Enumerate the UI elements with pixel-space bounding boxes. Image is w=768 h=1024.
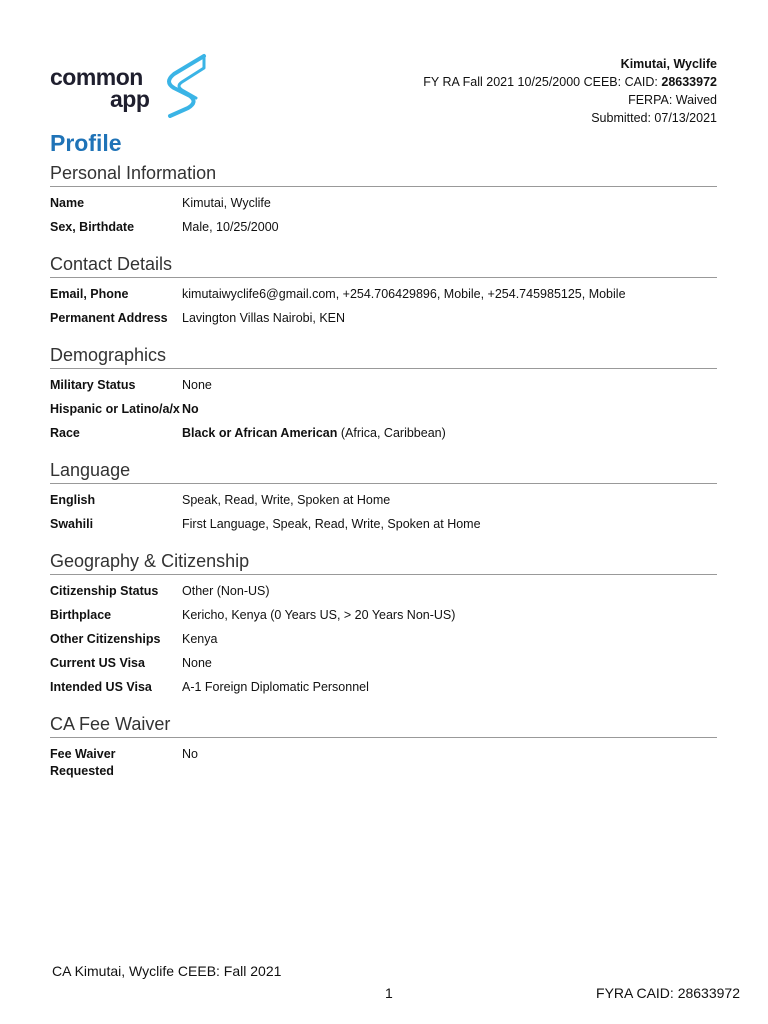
field-value-emphasis: Black or African American xyxy=(182,426,338,440)
field-label: Race xyxy=(50,426,80,440)
field-value xyxy=(182,583,717,600)
logo-mark-icon xyxy=(160,52,210,118)
field-row xyxy=(50,516,717,533)
section-heading: Personal Information xyxy=(50,162,717,187)
field-label: Hispanic or Latino/a/x xyxy=(50,402,180,416)
section-heading: CA Fee Waiver xyxy=(50,713,717,738)
field-value xyxy=(182,310,717,327)
field-value-text: A-1 Foreign Diplomatic Personnel xyxy=(182,680,369,694)
field-value-emphasis: No xyxy=(182,402,199,416)
field-value-text: Kenya xyxy=(182,632,218,646)
field-row xyxy=(50,219,717,236)
page-title: Profile xyxy=(50,130,122,156)
field-row xyxy=(50,583,717,600)
footer-caid: FYRA CAID: 28633972 xyxy=(596,985,740,1001)
field-row xyxy=(50,631,717,648)
caid-value: 28633972 xyxy=(661,75,717,89)
section-heading: Language xyxy=(50,459,717,484)
field-label: Citizenship Status xyxy=(50,584,159,598)
field-row xyxy=(50,492,717,509)
section-geography-citizenship xyxy=(50,550,717,696)
applicant-name: Kimutai, Wyclife xyxy=(620,57,717,71)
submitted-date: Submitted: 07/13/2021 xyxy=(591,111,717,125)
field-row xyxy=(50,286,717,303)
common-app-logo xyxy=(50,52,210,118)
field-value xyxy=(182,401,717,418)
field-value xyxy=(182,746,717,780)
field-value xyxy=(182,219,717,236)
profile-content xyxy=(50,162,717,797)
application-line: FY RA Fall 2021 10/25/2000 CEEB: CAID: xyxy=(423,75,662,89)
field-row xyxy=(50,655,717,672)
field-value-text: First Language, Speak, Read, Write, Spoken at Home xyxy=(182,517,481,531)
section-heading: Demographics xyxy=(50,344,717,369)
field-value xyxy=(182,655,717,672)
section-demographics xyxy=(50,344,717,442)
field-row xyxy=(50,195,717,212)
field-value-text: Speak, Read, Write, Spoken at Home xyxy=(182,493,391,507)
applicant-header xyxy=(423,55,717,127)
field-label: Sex, Birthdate xyxy=(50,220,135,234)
field-value-text: No xyxy=(182,747,198,761)
field-value-text: None xyxy=(182,656,212,670)
field-value xyxy=(182,631,717,648)
field-value xyxy=(182,516,717,533)
field-label: Military Status xyxy=(50,378,136,392)
field-value-text: Lavington Villas Nairobi, KEN xyxy=(182,311,346,325)
field-value xyxy=(182,492,717,509)
field-value xyxy=(182,195,717,212)
field-value-text: Kericho, Kenya (0 Years US, > 20 Years Non-US) xyxy=(182,608,456,622)
application-info xyxy=(423,73,717,91)
field-row xyxy=(50,401,717,418)
logo-word-common: common xyxy=(50,64,143,90)
field-value-text: Kimutai, Wyclife xyxy=(182,196,271,210)
field-row xyxy=(50,607,717,624)
field-label: Fee Waiver Requested xyxy=(50,747,116,778)
field-label: Other Citizenships xyxy=(50,632,161,646)
section-ca-fee-waiver xyxy=(50,713,717,780)
field-label: Email, Phone xyxy=(50,287,129,301)
ferpa-status: FERPA: Waived xyxy=(628,93,717,107)
field-label: Birthplace xyxy=(50,608,112,622)
section-personal-information xyxy=(50,162,717,236)
field-value-text: Other (Non-US) xyxy=(182,584,270,598)
section-contact-details xyxy=(50,253,717,327)
field-row xyxy=(50,425,717,442)
field-row xyxy=(50,679,717,696)
field-value xyxy=(182,679,717,696)
field-value-text: kimutaiwyclife6@gmail.com, +254.706429896, Mobile, +254.745985125, Mobile xyxy=(182,287,626,301)
field-label: Swahili xyxy=(50,517,94,531)
logo-word-app: app xyxy=(110,86,150,112)
field-value-text: (Africa, Caribbean) xyxy=(337,426,446,440)
footer-applicant: CA Kimutai, Wyclife CEEB: Fall 2021 xyxy=(52,963,282,979)
page-number: 1 xyxy=(385,985,393,1001)
field-label: English xyxy=(50,493,96,507)
field-value xyxy=(182,377,717,394)
field-row xyxy=(50,310,717,327)
field-row xyxy=(50,377,717,394)
section-heading: Geography & Citizenship xyxy=(50,550,717,575)
field-row xyxy=(50,746,717,780)
field-value xyxy=(182,607,717,624)
section-heading: Contact Details xyxy=(50,253,717,278)
field-value xyxy=(182,286,717,303)
field-label: Current US Visa xyxy=(50,656,145,670)
field-value-text: None xyxy=(182,378,212,392)
field-label: Name xyxy=(50,196,85,210)
field-label: Intended US Visa xyxy=(50,680,152,694)
field-value xyxy=(182,425,717,442)
section-language xyxy=(50,459,717,533)
field-value-text: Male, 10/25/2000 xyxy=(182,220,279,234)
field-label: Permanent Address xyxy=(50,311,168,325)
